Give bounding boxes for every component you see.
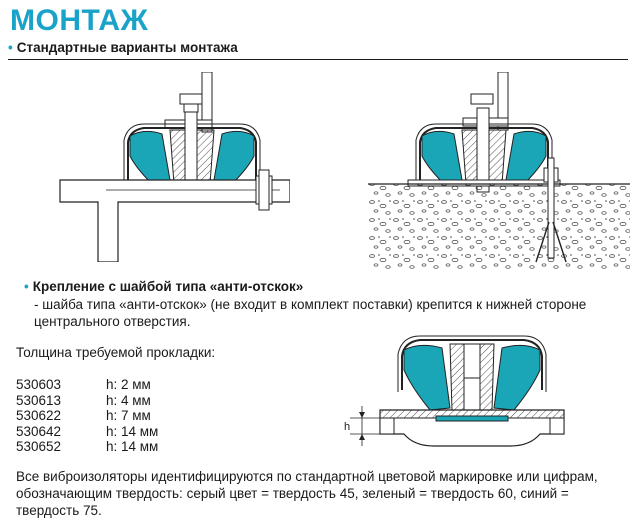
part-value: h: 4 мм <box>106 392 151 408</box>
page-title: МОНТАЖ <box>10 4 149 37</box>
rubber-left-shape <box>404 345 450 410</box>
bullet-icon: • <box>24 279 29 294</box>
table-row <box>16 439 158 455</box>
dimension-h-label: h <box>344 421 351 433</box>
rubber-right-shape <box>506 131 546 184</box>
bullet-icon: • <box>8 40 13 55</box>
table-row <box>16 424 158 440</box>
section-subtitle <box>8 40 238 55</box>
part-code: 530622 <box>16 408 62 423</box>
part-code: 530652 <box>16 439 62 454</box>
rubber-right-shape <box>214 131 254 184</box>
part-value: h: 2 мм <box>106 377 151 392</box>
part-code: 530642 <box>16 423 62 439</box>
anti-shock-heading <box>24 279 303 294</box>
table-row <box>16 408 158 424</box>
footer-note: Все виброизоляторы идентифицируются по стандартной цветовой маркировке или цифрам, обозначающим твердость: серый цвет = твердость 45, зеленый = твердость 60, синий = твердость 75. <box>16 469 598 518</box>
part-value: h: 14 мм <box>106 423 159 439</box>
header-divider <box>8 59 628 60</box>
anti-shock-description: - шайба типа «анти-отскок» (не входит в комплект поставки) крепится к нижней стороне центрального отверстия. <box>34 297 587 329</box>
anti-shock-mount-drawing <box>340 326 600 454</box>
mount-on-concrete-drawing <box>368 72 630 272</box>
thickness-label: Толщина требуемой прокладки: <box>16 345 216 360</box>
rubber-left-shape <box>422 131 462 184</box>
subtitle-text: Стандартные варианты монтажа <box>16 40 238 55</box>
mount-on-angle-drawing <box>40 72 290 262</box>
thickness-table <box>16 377 158 455</box>
part-code: 530603 <box>16 377 62 392</box>
table-row <box>16 393 158 409</box>
part-value: h: 7 мм <box>106 408 151 423</box>
anti-shock-heading-text: Крепление с шайбой типа «анти-отскок» <box>32 279 304 294</box>
rubber-right-shape <box>494 345 540 410</box>
table-row <box>16 377 158 393</box>
rubber-left-shape <box>130 131 170 184</box>
part-code: 530613 <box>16 392 62 408</box>
part-value: h: 14 мм <box>106 439 159 454</box>
